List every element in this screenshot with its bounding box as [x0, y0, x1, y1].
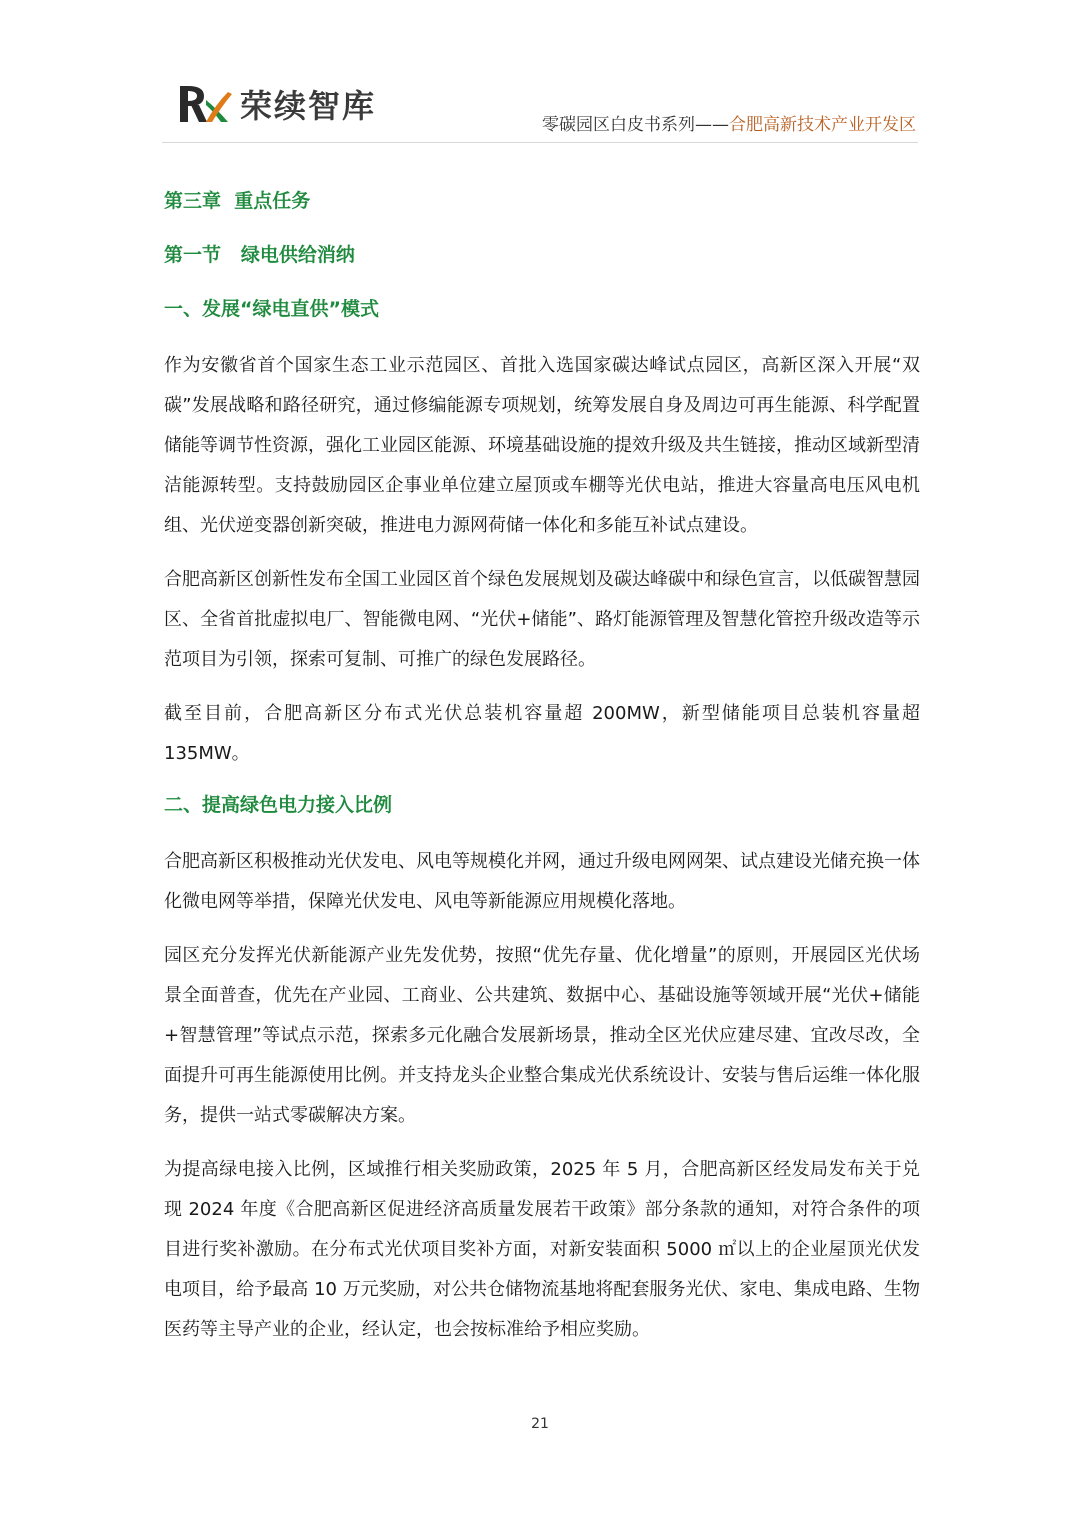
- paragraph: 合肥高新区积极推动光伏发电、风电等规模化并网，通过升级电网网架、试点建设光储充换一体化微电网等举措，保障光伏发电、风电等新能源应用规模化落地。: [164, 851, 920, 912]
- rx-logo-icon: [176, 80, 236, 128]
- subsection-title-2: 二、提高绿色电力接入比例: [164, 794, 393, 816]
- paragraph: 为提高绿电接入比例，区域推行相关奖励政策，2025 年 5 月，合肥高新区经发局发布关于兑现 2024 年度《合肥高新区促进经济高质量发展若干政策》部分条款的通知，对符合条件的项目进行奖补激励。在分布式光伏项目奖补方面，对新安装面积 5000 ㎡以上的企业屋顶光伏发电项目，给予最高 10 万元奖励，对公共仓储物流基地将配套服务光伏、家电、集成电路、生物医药等主导产业的企业，经认定，也会按标准给予相应奖励。: [164, 1159, 920, 1340]
- series-title-highlight: 合肥高新技术产业开发区: [729, 115, 916, 135]
- paragraph: 作为安徽省首个国家生态工业示范园区、首批入选国家碳达峰试点园区，高新区深入开展“双碳”发展战略和路径研究，通过修编能源专项规划，统筹发展自身及周边可再生能源、科学配置储能等调节性资源，强化工业园区能源、环境基础设施的提效升级及共生链接，推动区域新型清洁能源转型。支持鼓励园区企事业单位建立屋顶或车棚等光伏电站，推进大容量高电压风电机组、光伏逆变器创新突破，推进电力源网荷储一体化和多能互补试点建设。: [164, 355, 920, 536]
- page-number: 21: [531, 1416, 549, 1432]
- logo-text: 荣续智库: [240, 87, 377, 125]
- header-divider: [162, 142, 918, 143]
- chapter-title: 第三章 重点任务: [164, 190, 311, 212]
- page-content: [164, 184, 920, 1364]
- page-header: [0, 0, 1080, 145]
- subsection-title-1: 一、发展“绿电直供”模式: [164, 298, 379, 320]
- logo: [176, 80, 376, 128]
- section-title: 第一节 绿电供给消纳: [164, 244, 355, 266]
- series-title: [542, 110, 916, 135]
- paragraph: 截至目前，合肥高新区分布式光伏总装机容量超 200MW，新型储能项目总装机容量超 135MW。: [164, 703, 920, 764]
- series-title-prefix: 零碳园区白皮书系列——: [542, 115, 729, 135]
- paragraph: 合肥高新区创新性发布全国工业园区首个绿色发展规划及碳达峰碳中和绿色宣言，以低碳智慧园区、全省首批虚拟电厂、智能微电网、“光伏+储能”、路灯能源管理及智慧化管控升级改造等示范项目为引领，探索可复制、可推广的绿色发展路径。: [164, 569, 920, 670]
- paragraph: 园区充分发挥光伏新能源产业先发优势，按照“优先存量、优化增量”的原则，开展园区光伏场景全面普查，优先在产业园、工商业、公共建筑、数据中心、基础设施等领域开展“光伏+储能+智慧管理”等试点示范，探索多元化融合发展新场景，推动全区光伏应建尽建、宜改尽改，全面提升可再生能源使用比例。并支持龙头企业整合集成光伏系统设计、安装与售后运维一体化服务，提供一站式零碳解决方案。: [164, 945, 920, 1126]
